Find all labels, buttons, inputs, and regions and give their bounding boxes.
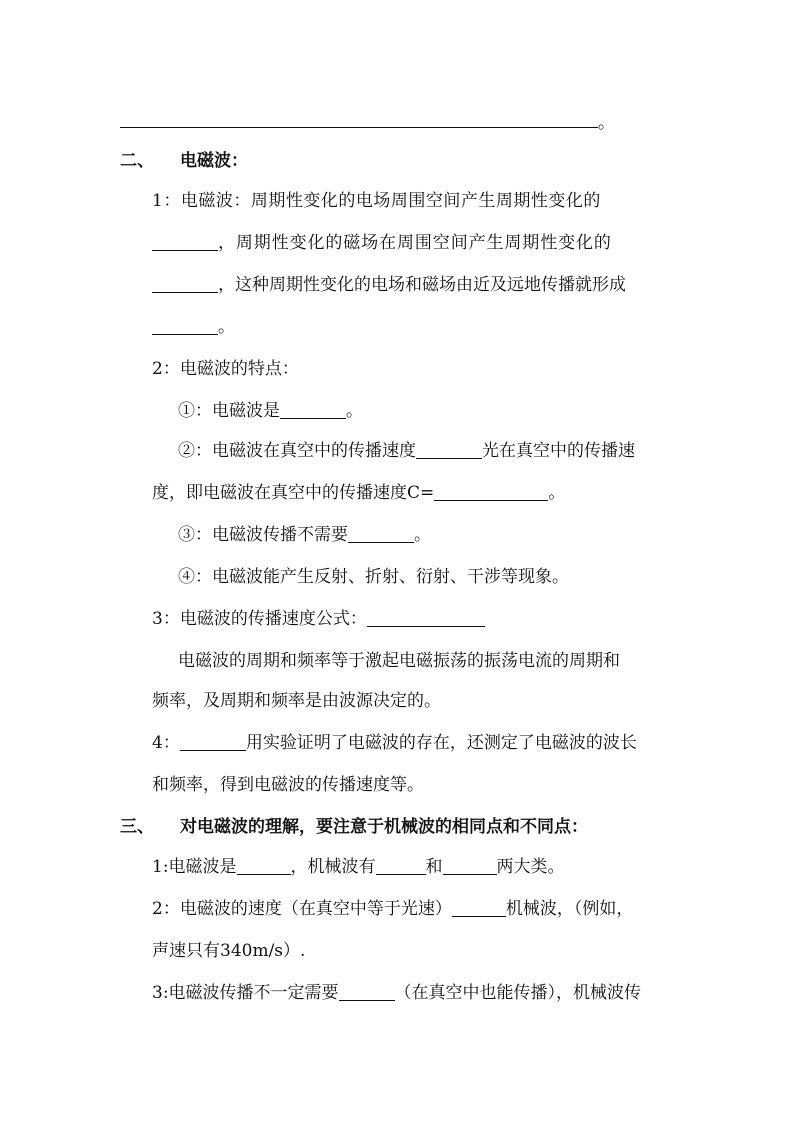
section-2-title: 电磁波： bbox=[180, 151, 248, 171]
s3-l3-text-b: （在真空中也能传播），机械波传 bbox=[394, 983, 642, 1003]
point-2-text-a: ②：电磁波在真空中的传播速度 bbox=[178, 441, 416, 461]
section-3-heading bbox=[120, 816, 588, 838]
section-3-title: 对电磁波的理解，要注意于机械波的相同点和不同点： bbox=[180, 817, 588, 837]
top-blank-line bbox=[120, 127, 598, 128]
blank-field bbox=[152, 234, 218, 251]
s3-l3-text-a: 3:电磁波传播不一定需要 bbox=[152, 983, 339, 1003]
top-end-mark: 。 bbox=[598, 113, 615, 133]
section-3-line-1 bbox=[152, 856, 565, 878]
item-4-number: 4： bbox=[152, 733, 180, 753]
blank-field bbox=[237, 858, 291, 875]
blank-field bbox=[452, 900, 506, 917]
item-1-text-c: ，这种周期性变化的电场和磁场由近及远地传播就形成 bbox=[218, 275, 626, 295]
item-2-point-4: ④：电磁波能产生反射、折射、衍射、干涉等现象。 bbox=[178, 567, 569, 587]
item-4-line-2: 和频率，得到电磁波的传播速度等。 bbox=[152, 775, 424, 795]
item-4-line-1 bbox=[152, 732, 637, 754]
blank-field bbox=[280, 402, 346, 419]
blank-field bbox=[348, 526, 414, 543]
item-1-text-b: ，周期性变化的磁场在周围空间产生周期性变化的 bbox=[218, 233, 612, 253]
point-3-end: 。 bbox=[414, 525, 431, 545]
point-1-text: ①：电磁波是 bbox=[178, 401, 280, 421]
point-2-text-c: 度，即电磁波在真空中的传播速度C= bbox=[152, 483, 435, 503]
item-2-title: 2：电磁波的特点： bbox=[152, 359, 299, 379]
blank-field bbox=[152, 276, 218, 293]
item-2-point-3 bbox=[178, 524, 431, 546]
s3-l2-text-b: 机械波，（例如， bbox=[505, 899, 634, 919]
item-1-line-1: 1：电磁波：周期性变化的电场周围空间产生周期性变化的 bbox=[152, 191, 601, 211]
item-3-text-line-2: 频率，及周期和频率是由波源决定的。 bbox=[152, 691, 441, 711]
item-1-text-d: 。 bbox=[218, 317, 235, 337]
blank-field bbox=[443, 858, 497, 875]
section-3-line-3: 声速只有340m/s）. bbox=[152, 941, 306, 961]
blank-field bbox=[339, 984, 395, 1001]
point-1-end: 。 bbox=[346, 401, 363, 421]
item-4-text-b: 用实验证明了电磁波的存在，还测定了电磁波的波长 bbox=[245, 733, 637, 753]
item-1-line-3 bbox=[152, 274, 626, 296]
section-2-number: 二、 bbox=[120, 151, 154, 171]
blank-field bbox=[152, 318, 218, 335]
item-2-point-2-line-1 bbox=[178, 440, 635, 462]
blank-field bbox=[367, 610, 485, 627]
section-3-line-2 bbox=[152, 898, 633, 920]
s3-l2-text-a: 2：电磁波的速度（在真空中等于光速） bbox=[152, 899, 452, 919]
item-1-line-2 bbox=[152, 232, 612, 254]
section-3-number: 三、 bbox=[120, 817, 154, 837]
item-1-line-4 bbox=[152, 316, 235, 338]
item-3-text-line-1: 电磁波的周期和频率等于激起电磁振荡的振荡电流的周期和 bbox=[178, 651, 620, 671]
item-2-point-2-line-2 bbox=[152, 482, 565, 504]
section-2-heading bbox=[120, 150, 248, 172]
item-2-point-1 bbox=[178, 400, 363, 422]
s3-l1-text-c: 和 bbox=[425, 857, 443, 877]
point-2-end: 。 bbox=[548, 483, 566, 503]
blank-field bbox=[434, 484, 548, 501]
section-3-line-4 bbox=[152, 982, 641, 1004]
blank-field bbox=[416, 442, 482, 459]
point-2-text-b: 光在真空中的传播速 bbox=[482, 441, 635, 461]
s3-l1-text-b: ，机械波有 bbox=[290, 857, 376, 877]
s3-l1-text-a: 1:电磁波是 bbox=[152, 857, 237, 877]
s3-l1-text-d: 两大类。 bbox=[496, 857, 565, 877]
blank-field bbox=[376, 858, 426, 875]
point-3-text: ③：电磁波传播不需要 bbox=[178, 525, 348, 545]
blank-field bbox=[180, 734, 246, 751]
item-3-title bbox=[152, 608, 485, 630]
item-3-title-text: 3：电磁波的传播速度公式： bbox=[152, 609, 367, 629]
